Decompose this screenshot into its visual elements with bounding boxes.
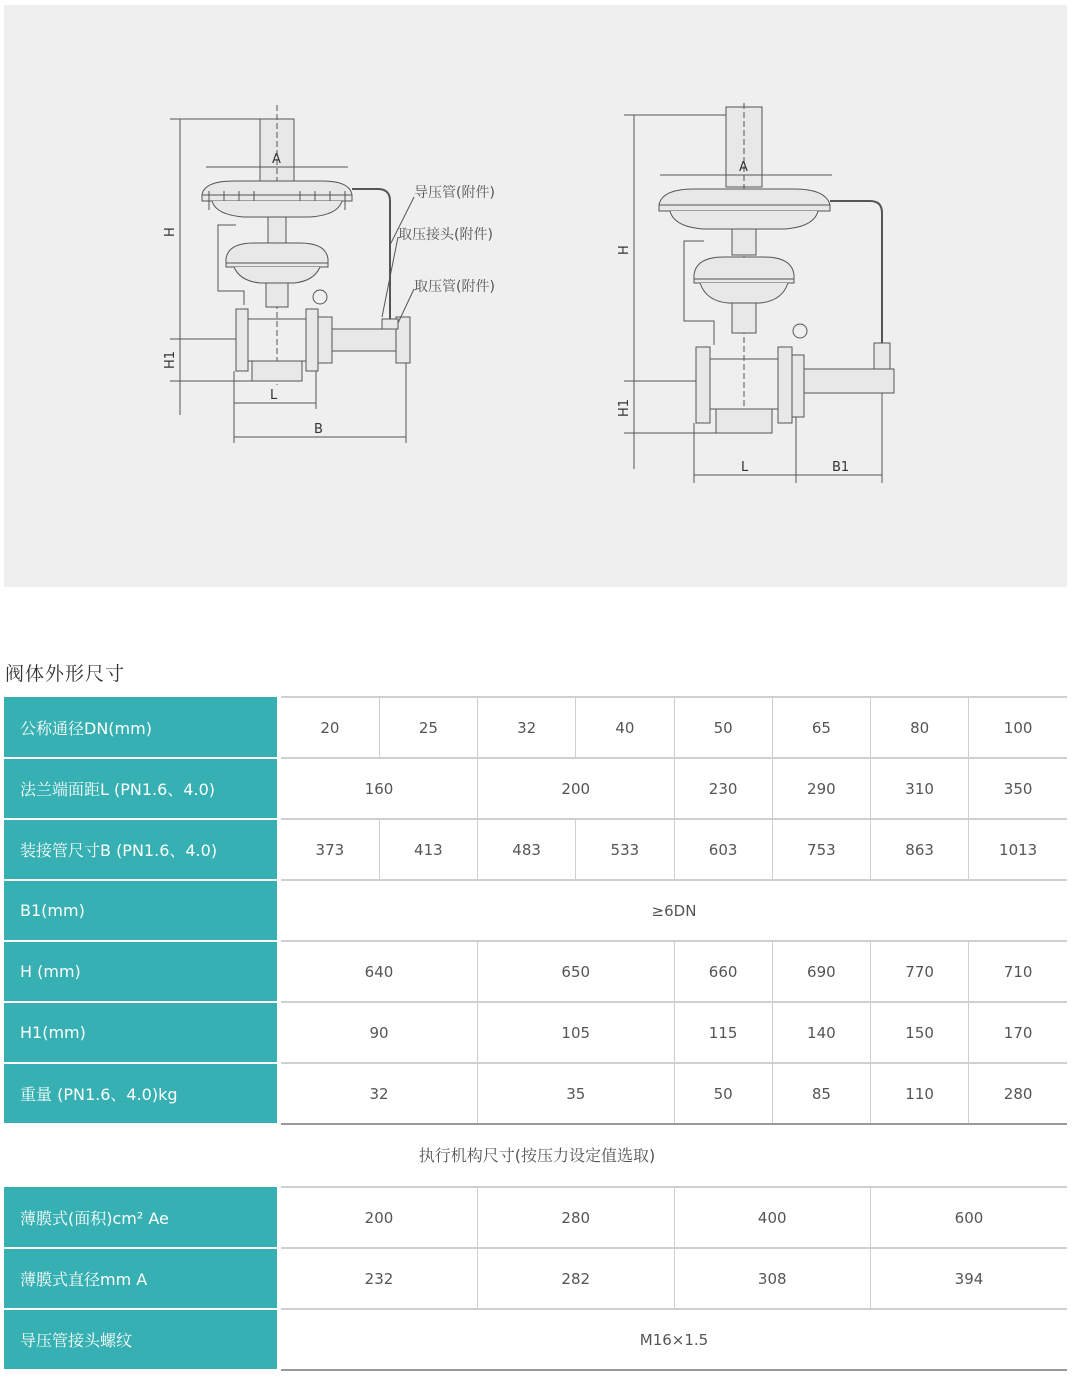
right-dim-h: H (617, 245, 632, 255)
table-cell: 50 (674, 1063, 772, 1124)
table-cell: 90 (281, 1002, 478, 1063)
table-row (4, 880, 1067, 941)
callout-pressure-pipe: 取压管(附件) (414, 279, 495, 295)
table-cell: 85 (772, 1063, 870, 1124)
right-dim-h1: H1 (617, 398, 632, 417)
table-cell: 35 (478, 1063, 675, 1124)
table-row (4, 1309, 1067, 1370)
table-cell: M16×1.5 (281, 1309, 1067, 1370)
table-cell: 105 (478, 1002, 675, 1063)
callout-pressure-joint: 取压接头(附件) (398, 227, 493, 243)
table-row (4, 1248, 1067, 1309)
left-dim-a: A (272, 152, 281, 167)
technical-drawing (4, 5, 1067, 587)
table-cell: 413 (379, 819, 477, 880)
section-title: 阀体外形尺寸 (5, 663, 126, 685)
row-label: H1(mm) (4, 1002, 277, 1063)
left-dim-b: B (314, 422, 323, 437)
table-cell: 660 (674, 941, 772, 1002)
body-dimension-table (4, 696, 1067, 1125)
table-cell: 40 (576, 697, 674, 758)
row-label: 重量 (PN1.6、4.0)kg (4, 1063, 277, 1124)
table-cell: 710 (969, 941, 1067, 1002)
table-cell: 690 (772, 941, 870, 1002)
valve-drawings (4, 5, 1067, 587)
table-cell: 232 (281, 1248, 478, 1309)
table-cell: 200 (478, 758, 675, 819)
right-dim-a: A (739, 160, 748, 175)
table-cell: 863 (871, 819, 969, 880)
row-label: 导压管接头螺纹 (4, 1309, 277, 1370)
table-cell: 230 (674, 758, 772, 819)
row-label: 公称通径DN(mm) (4, 697, 277, 758)
table-cell: 282 (478, 1248, 675, 1309)
table-cell: 140 (772, 1002, 870, 1063)
table-cell: 640 (281, 941, 478, 1002)
table-row (4, 819, 1067, 880)
row-label: H (mm) (4, 941, 277, 1002)
table-cell: 32 (478, 697, 576, 758)
row-label: 装接管尺寸B (PN1.6、4.0) (4, 819, 277, 880)
table-cell: 310 (871, 758, 969, 819)
right-valve-drawing (624, 103, 894, 483)
table-cell: 170 (969, 1002, 1067, 1063)
table-cell: 150 (871, 1002, 969, 1063)
right-dim-l: L (741, 460, 749, 475)
table-cell: 50 (674, 697, 772, 758)
left-dim-l: L (270, 388, 278, 403)
table-cell: 308 (674, 1248, 871, 1309)
table-cell: 650 (478, 941, 675, 1002)
table-row (4, 697, 1067, 758)
table-cell: 483 (478, 819, 576, 880)
actuator-dimension-table (4, 1186, 1067, 1371)
table-cell: 770 (871, 941, 969, 1002)
table-cell: 350 (969, 758, 1067, 819)
right-dim-b1: B1 (832, 460, 850, 475)
table-cell: 280 (478, 1187, 675, 1248)
table-cell: 25 (379, 697, 477, 758)
row-label: 薄膜式(面积)cm² Ae (4, 1187, 277, 1248)
table-cell: ≥6DN (281, 880, 1067, 941)
left-dim-h: H (163, 227, 178, 237)
table-cell: 32 (281, 1063, 478, 1124)
table-cell: 100 (969, 697, 1067, 758)
row-label: B1(mm) (4, 880, 277, 941)
table-cell: 373 (281, 819, 379, 880)
table-cell: 110 (871, 1063, 969, 1124)
table-cell: 394 (871, 1248, 1068, 1309)
table-cell: 80 (871, 697, 969, 758)
table-cell: 400 (674, 1187, 871, 1248)
table-cell: 65 (772, 697, 870, 758)
table-cell: 200 (281, 1187, 478, 1248)
table-cell: 160 (281, 758, 478, 819)
table-cell: 115 (674, 1002, 772, 1063)
table-cell: 533 (576, 819, 674, 880)
row-label: 法兰端面距L (PN1.6、4.0) (4, 758, 277, 819)
table-cell: 603 (674, 819, 772, 880)
table-row (4, 1187, 1067, 1248)
table-row (4, 1002, 1067, 1063)
actuator-caption: 执行机构尺寸(按压力设定值选取) (418, 1146, 656, 1165)
table-row (4, 1063, 1067, 1124)
table-cell: 1013 (969, 819, 1067, 880)
left-dim-h1: H1 (163, 350, 178, 369)
table-cell: 600 (871, 1187, 1068, 1248)
left-valve-drawing (170, 105, 414, 443)
table-cell: 290 (772, 758, 870, 819)
table-row (4, 758, 1067, 819)
callout-pressure-guide-pipe: 导压管(附件) (414, 185, 495, 201)
table-row (4, 941, 1067, 1002)
table-cell: 20 (281, 697, 379, 758)
table-cell: 753 (772, 819, 870, 880)
table-cell: 280 (969, 1063, 1067, 1124)
row-label: 薄膜式直径mm A (4, 1248, 277, 1309)
